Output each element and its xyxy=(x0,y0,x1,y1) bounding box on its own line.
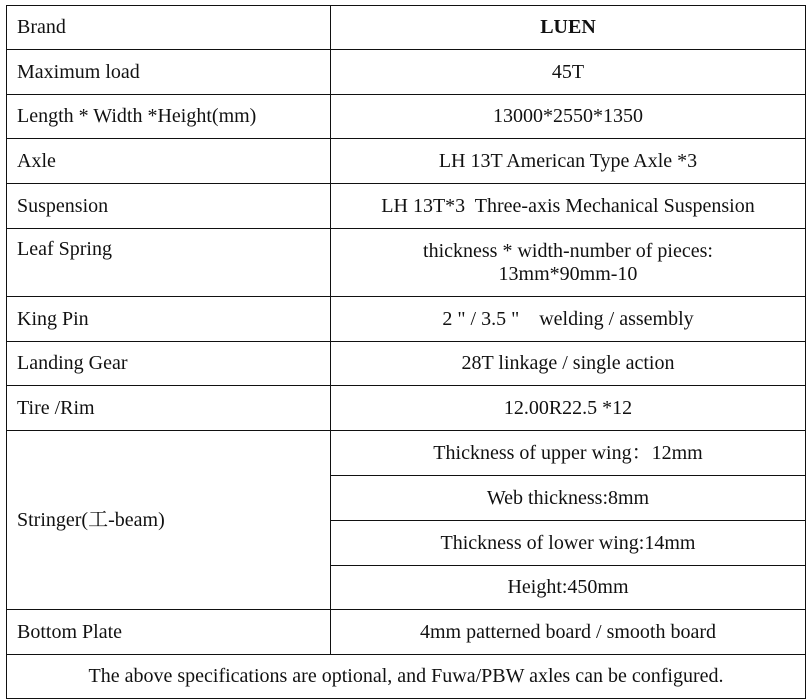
row-value: 13000*2550*1350 xyxy=(331,95,806,139)
row-value: 45T xyxy=(331,50,806,95)
stringer-web-thickness: Web thickness:8mm xyxy=(331,476,806,521)
row-label: Tire /Rim xyxy=(7,386,331,431)
row-value: 2 " / 3.5 " welding / assembly xyxy=(331,297,806,342)
table-row-landing-gear xyxy=(7,342,806,386)
row-label: Stringer(工-beam) xyxy=(7,431,331,610)
stringer-upper-wing: Thickness of upper wing：12mm xyxy=(331,431,806,476)
leaf-spring-line-2: 13mm*90mm-10 xyxy=(498,262,638,285)
row-value: 4mm patterned board / smooth board xyxy=(331,610,806,655)
stringer-height: Height:450mm xyxy=(331,566,806,610)
row-label: King Pin xyxy=(7,297,331,342)
stringer-lower-wing: Thickness of lower wing:14mm xyxy=(331,521,806,566)
table-row-axle xyxy=(7,139,806,184)
table-row-footer xyxy=(7,655,806,699)
table-row-dimensions xyxy=(7,95,806,139)
table-row-king-pin xyxy=(7,297,806,342)
row-value: 12.00R22.5 *12 xyxy=(331,386,806,431)
row-label: Brand xyxy=(7,6,331,50)
row-label: Length * Width *Height(mm) xyxy=(7,95,331,139)
row-value: LH 13T*3 Three-axis Mechanical Suspension xyxy=(331,184,806,229)
row-value: 28T linkage / single action xyxy=(331,342,806,386)
footer-note: The above specifications are optional, and Fuwa/PBW axles can be configured. xyxy=(7,655,806,699)
table-row-maximum-load xyxy=(7,50,806,95)
table-row-bottom-plate xyxy=(7,610,806,655)
leaf-spring-line-1: thickness * width-number of pieces: xyxy=(423,239,713,262)
row-label: Leaf Spring xyxy=(7,229,331,297)
table-row-brand xyxy=(7,6,806,50)
row-label: Axle xyxy=(7,139,331,184)
row-value xyxy=(331,229,806,297)
table-row-stringer xyxy=(7,431,806,476)
row-label: Maximum load xyxy=(7,50,331,95)
row-label: Bottom Plate xyxy=(7,610,331,655)
table-row-leaf-spring xyxy=(7,229,806,297)
table-row-suspension xyxy=(7,184,806,229)
table-row-tire-rim xyxy=(7,386,806,431)
row-value: LH 13T American Type Axle *3 xyxy=(331,139,806,184)
row-label: Landing Gear xyxy=(7,342,331,386)
row-label: Suspension xyxy=(7,184,331,229)
specification-table xyxy=(6,5,806,699)
brand-value: LUEN xyxy=(331,6,806,50)
